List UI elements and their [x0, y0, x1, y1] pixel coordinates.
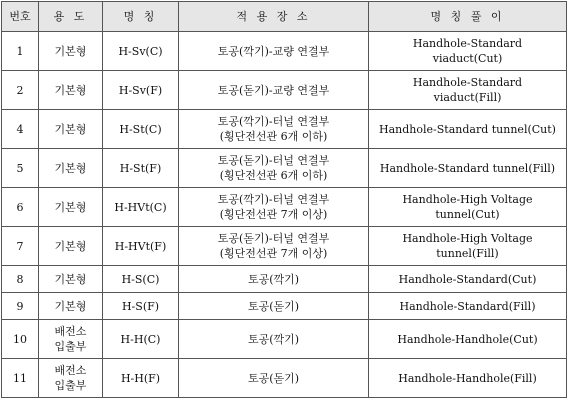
cell-description	[369, 320, 567, 359]
cell-name: H-HVt(F)	[103, 227, 179, 266]
cell-description	[369, 188, 567, 227]
description-text: Handhole-Standard	[412, 37, 523, 50]
table-row	[2, 71, 567, 110]
description-text: Handhole-Standard(Cut)	[398, 272, 537, 286]
application-text: 토공(돋기)	[247, 371, 300, 385]
cell-name: H-Sv(C)	[103, 32, 179, 71]
cell-use	[39, 227, 103, 266]
cell-application	[179, 320, 369, 359]
cell-use	[39, 32, 103, 71]
cell-name: H-Sv(F)	[103, 71, 179, 110]
table-row	[2, 293, 567, 320]
header-use: 용 도	[39, 2, 103, 32]
application-text: (횡단전선관 7개 이상)	[219, 208, 328, 221]
cell-application	[179, 110, 369, 149]
cell-number: 9	[2, 293, 39, 320]
cell-use	[39, 149, 103, 188]
table-header-row	[2, 2, 567, 32]
cell-number: 5	[2, 149, 39, 188]
header-application: 적 용 장 소	[179, 2, 369, 32]
table-row	[2, 266, 567, 293]
description-text: Handhole-High Voltage	[402, 232, 533, 245]
cell-description	[369, 359, 567, 398]
table-row	[2, 320, 567, 359]
cell-application	[179, 359, 369, 398]
cell-application	[179, 32, 369, 71]
cell-use	[39, 266, 103, 293]
cell-description	[369, 110, 567, 149]
use-text: 기본형	[54, 200, 87, 214]
cell-name: H-S(F)	[103, 293, 179, 320]
description-text: Handhole-Standard tunnel(Fill)	[379, 161, 556, 175]
cell-description	[369, 293, 567, 320]
description-text: tunnel(Fill)	[436, 247, 499, 260]
description-text: Handhole-Handhole(Fill)	[398, 371, 537, 385]
application-text: 토공(돋기)-터널 연결부	[217, 232, 330, 245]
cell-number: 10	[2, 320, 39, 359]
cell-number: 8	[2, 266, 39, 293]
application-text: 토공(돋기)-교량 연결부	[217, 83, 330, 97]
cell-description	[369, 149, 567, 188]
description-text: viaduct(Cut)	[432, 52, 503, 65]
cell-use	[39, 110, 103, 149]
table-row	[2, 149, 567, 188]
use-text: 기본형	[54, 272, 87, 286]
cell-number: 1	[2, 32, 39, 71]
header-name: 명 칭	[103, 2, 179, 32]
cell-description	[369, 227, 567, 266]
cell-number: 4	[2, 110, 39, 149]
use-text: 입출부	[54, 340, 87, 353]
application-text: (횡단전선관 6개 이하)	[219, 169, 328, 182]
use-text: 기본형	[54, 83, 87, 97]
use-text: 기본형	[54, 239, 87, 253]
cell-application	[179, 266, 369, 293]
description-text: tunnel(Cut)	[435, 208, 500, 221]
cell-name: H-H(C)	[103, 320, 179, 359]
cell-application	[179, 149, 369, 188]
cell-name: H-S(C)	[103, 266, 179, 293]
cell-name: H-H(F)	[103, 359, 179, 398]
application-text: 토공(깍기)	[247, 272, 300, 286]
document-page	[1, 1, 566, 397]
cell-number: 2	[2, 71, 39, 110]
cell-use	[39, 71, 103, 110]
table-row	[2, 188, 567, 227]
header-number: 번호	[2, 2, 39, 32]
use-text: 배전소	[54, 325, 87, 338]
application-text: 토공(깍기)-교량 연결부	[217, 44, 330, 58]
application-text: 토공(깍기)-터널 연결부	[217, 115, 330, 128]
application-text: (횡단전선관 6개 이하)	[219, 130, 328, 143]
header-description: 명 칭 풀 이	[369, 2, 567, 32]
cell-description	[369, 266, 567, 293]
use-text: 입출부	[54, 379, 87, 392]
application-text: 토공(돋기)	[247, 299, 300, 313]
cell-name: H-St(C)	[103, 110, 179, 149]
description-text: Handhole-Standard(Fill)	[399, 299, 536, 313]
cell-description	[369, 32, 567, 71]
application-text: 토공(돋기)-터널 연결부	[217, 154, 330, 167]
cell-application	[179, 227, 369, 266]
application-text: 토공(깍기)-터널 연결부	[217, 193, 330, 206]
use-text: 배전소	[54, 364, 87, 377]
cell-use	[39, 320, 103, 359]
use-text: 기본형	[54, 161, 87, 175]
description-text: Handhole-Standard tunnel(Cut)	[379, 122, 556, 136]
description-text: Handhole-High Voltage	[402, 193, 533, 206]
cell-description	[369, 71, 567, 110]
use-text: 기본형	[54, 44, 87, 58]
cell-application	[179, 71, 369, 110]
table-row	[2, 32, 567, 71]
cell-use	[39, 188, 103, 227]
table-row	[2, 359, 567, 398]
table-body	[2, 32, 567, 398]
table-row	[2, 110, 567, 149]
cell-name: H-HVt(C)	[103, 188, 179, 227]
cell-application	[179, 293, 369, 320]
use-text: 기본형	[54, 299, 87, 313]
cell-use	[39, 293, 103, 320]
use-text: 기본형	[54, 122, 87, 136]
cell-number: 6	[2, 188, 39, 227]
cell-number: 11	[2, 359, 39, 398]
application-text: 토공(깍기)	[247, 332, 300, 346]
cell-use	[39, 359, 103, 398]
application-text: (횡단전선관 7개 이상)	[219, 247, 328, 260]
description-text: Handhole-Handhole(Cut)	[397, 332, 538, 346]
cell-application	[179, 188, 369, 227]
description-text: viaduct(Fill)	[433, 91, 502, 104]
cell-name: H-St(F)	[103, 149, 179, 188]
handhole-spec-table	[1, 1, 567, 398]
table-row	[2, 227, 567, 266]
cell-number: 7	[2, 227, 39, 266]
description-text: Handhole-Standard	[412, 76, 523, 89]
